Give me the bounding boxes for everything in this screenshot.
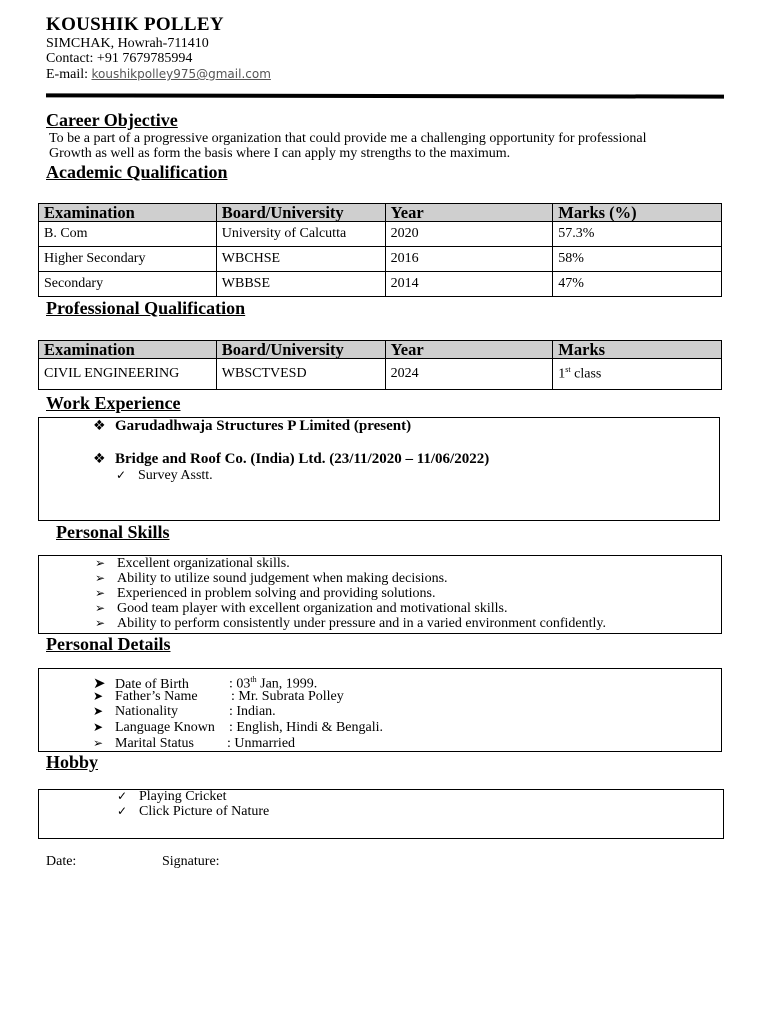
detail-label: Father’s Name — [115, 689, 198, 704]
detail-value: : Mr. Subrata Polley — [231, 689, 344, 704]
detail-value: : Indian. — [229, 704, 276, 719]
list-item — [93, 452, 489, 467]
list-item — [93, 704, 276, 719]
diamond-bullet-icon: ❖ — [93, 418, 106, 434]
list-item — [95, 601, 507, 616]
table-row — [39, 272, 722, 297]
arrowhead-bullet-icon: ➢ — [95, 586, 106, 600]
table-cell: 57.3% — [553, 222, 722, 247]
column-header: Year — [385, 341, 553, 359]
marks-unit: class — [570, 366, 602, 382]
list-item — [95, 616, 606, 631]
detail-value: : Unmarried — [227, 736, 296, 751]
table-cell: WBCHSE — [216, 247, 385, 272]
email-link[interactable]: koushikpolley975@gmail.com — [91, 67, 271, 81]
arrowhead-bullet-icon: ➢ — [93, 736, 104, 750]
column-header: Marks (%) — [553, 204, 722, 222]
work-experience-heading: Work Experience — [46, 393, 181, 413]
academic-table — [38, 203, 722, 297]
table-cell — [553, 359, 722, 390]
hobby-text: Playing Cricket — [139, 789, 227, 804]
list-item — [117, 804, 269, 819]
detail-label: Language Known — [115, 720, 215, 735]
candidate-name: KOUSHIK POLLEY — [46, 14, 224, 35]
column-header: Board/University — [216, 204, 385, 222]
column-header: Board/University — [216, 341, 385, 359]
column-header: Year — [385, 204, 553, 222]
skill-text: Good team player with excellent organization and motivational skills. — [117, 601, 508, 616]
job-role: Survey Asstt. — [138, 468, 213, 483]
detail-value: Jan, 1999. — [256, 676, 318, 692]
hobby-heading: Hobby — [46, 752, 99, 772]
personal-details-heading: Personal Details — [46, 634, 171, 654]
detail-label: Nationality — [115, 704, 178, 719]
arrowhead-bullet-icon: ➤ — [93, 673, 106, 692]
column-header: Marks — [553, 341, 722, 359]
hobby-text: Click Picture of Nature — [139, 804, 270, 819]
table-cell: WBBSE — [216, 272, 385, 297]
professional-heading: Professional Qualification — [46, 298, 246, 318]
career-objective-heading: Career Objective — [46, 110, 178, 130]
detail-label: Marital Status — [115, 736, 194, 751]
column-header: Examination — [39, 204, 217, 222]
list-item — [95, 556, 290, 571]
table-cell: CIVIL ENGINEERING — [39, 359, 217, 390]
ordinal-suffix: th — [250, 675, 257, 684]
ordinal-suffix: st — [565, 365, 571, 375]
table-cell: B. Com — [39, 222, 217, 247]
list-item — [95, 571, 448, 586]
signature-label: Signature: — [162, 854, 220, 869]
job-title: Garudadhwaja Structures P Limited (present) — [115, 418, 412, 434]
marks-value: 1 — [558, 366, 566, 382]
table-header-row — [39, 204, 722, 222]
table-cell: 2014 — [385, 272, 553, 297]
detail-label: Date of Birth — [115, 676, 189, 692]
arrowhead-bullet-icon: ➢ — [95, 616, 106, 630]
table-row — [39, 222, 722, 247]
arrowhead-bullet-icon: ➢ — [95, 601, 106, 615]
arrowhead-bullet-icon: ➢ — [95, 571, 106, 585]
arrowhead-bullet-icon: ➤ — [93, 704, 104, 718]
personal-skills-heading: Personal Skills — [56, 522, 170, 542]
email-line — [46, 67, 271, 82]
email-label: E-mail: — [46, 67, 92, 82]
table-cell: WBSCTVESD — [216, 359, 385, 390]
checkmark-bullet-icon: ✓ — [116, 468, 127, 482]
table-row — [39, 247, 722, 272]
skill-text: Experienced in problem solving and providing solutions. — [117, 586, 436, 601]
list-item — [93, 720, 383, 735]
skill-text: Ability to utilize sound judgement when making decisions. — [117, 571, 448, 586]
list-item — [116, 468, 213, 483]
detail-value: : 03 — [229, 676, 251, 692]
job-title: Bridge and Roof Co. (India) Ltd. (23/11/2020 – 11/06/2022) — [115, 451, 490, 467]
arrowhead-bullet-icon: ➢ — [95, 556, 106, 570]
table-cell: 58% — [553, 247, 722, 272]
table-cell: University of Calcutta — [216, 222, 385, 247]
career-objective-line2: Growth as well as form the basis where I can apply my strengths to the maximum. — [49, 146, 511, 161]
detail-value: : English, Hindi & Bengali. — [229, 720, 383, 735]
list-item — [93, 736, 295, 751]
list-item — [95, 586, 435, 601]
column-header: Examination — [39, 341, 217, 359]
professional-table — [38, 340, 722, 390]
table-cell: 2024 — [385, 359, 553, 390]
table-header-row — [39, 341, 722, 359]
table-cell: 2020 — [385, 222, 553, 247]
header-divider — [46, 93, 724, 98]
table-cell: Secondary — [39, 272, 217, 297]
arrowhead-bullet-icon: ➤ — [93, 689, 104, 703]
academic-heading: Academic Qualification — [46, 162, 228, 182]
diamond-bullet-icon: ❖ — [93, 451, 106, 467]
list-item — [93, 689, 344, 704]
list-item — [117, 789, 227, 804]
skill-text: Ability to perform consistently under pressure and in a varied environment confidently. — [117, 616, 606, 631]
checkmark-bullet-icon: ✓ — [117, 789, 128, 803]
list-item — [93, 419, 411, 434]
address: SIMCHAK, Howrah-711410 — [46, 36, 209, 51]
date-label: Date: — [46, 854, 77, 869]
table-cell: Higher Secondary — [39, 247, 217, 272]
arrowhead-bullet-icon: ➤ — [93, 720, 104, 734]
contact: Contact: +91 7679785994 — [46, 51, 193, 66]
table-row — [39, 359, 722, 390]
checkmark-bullet-icon: ✓ — [117, 804, 128, 818]
table-cell: 47% — [553, 272, 722, 297]
skill-text: Excellent organizational skills. — [117, 556, 290, 571]
career-objective-line1: To be a part of a progressive organization that could provide me a challenging opportunity for professional — [49, 131, 647, 146]
table-cell: 2016 — [385, 247, 553, 272]
